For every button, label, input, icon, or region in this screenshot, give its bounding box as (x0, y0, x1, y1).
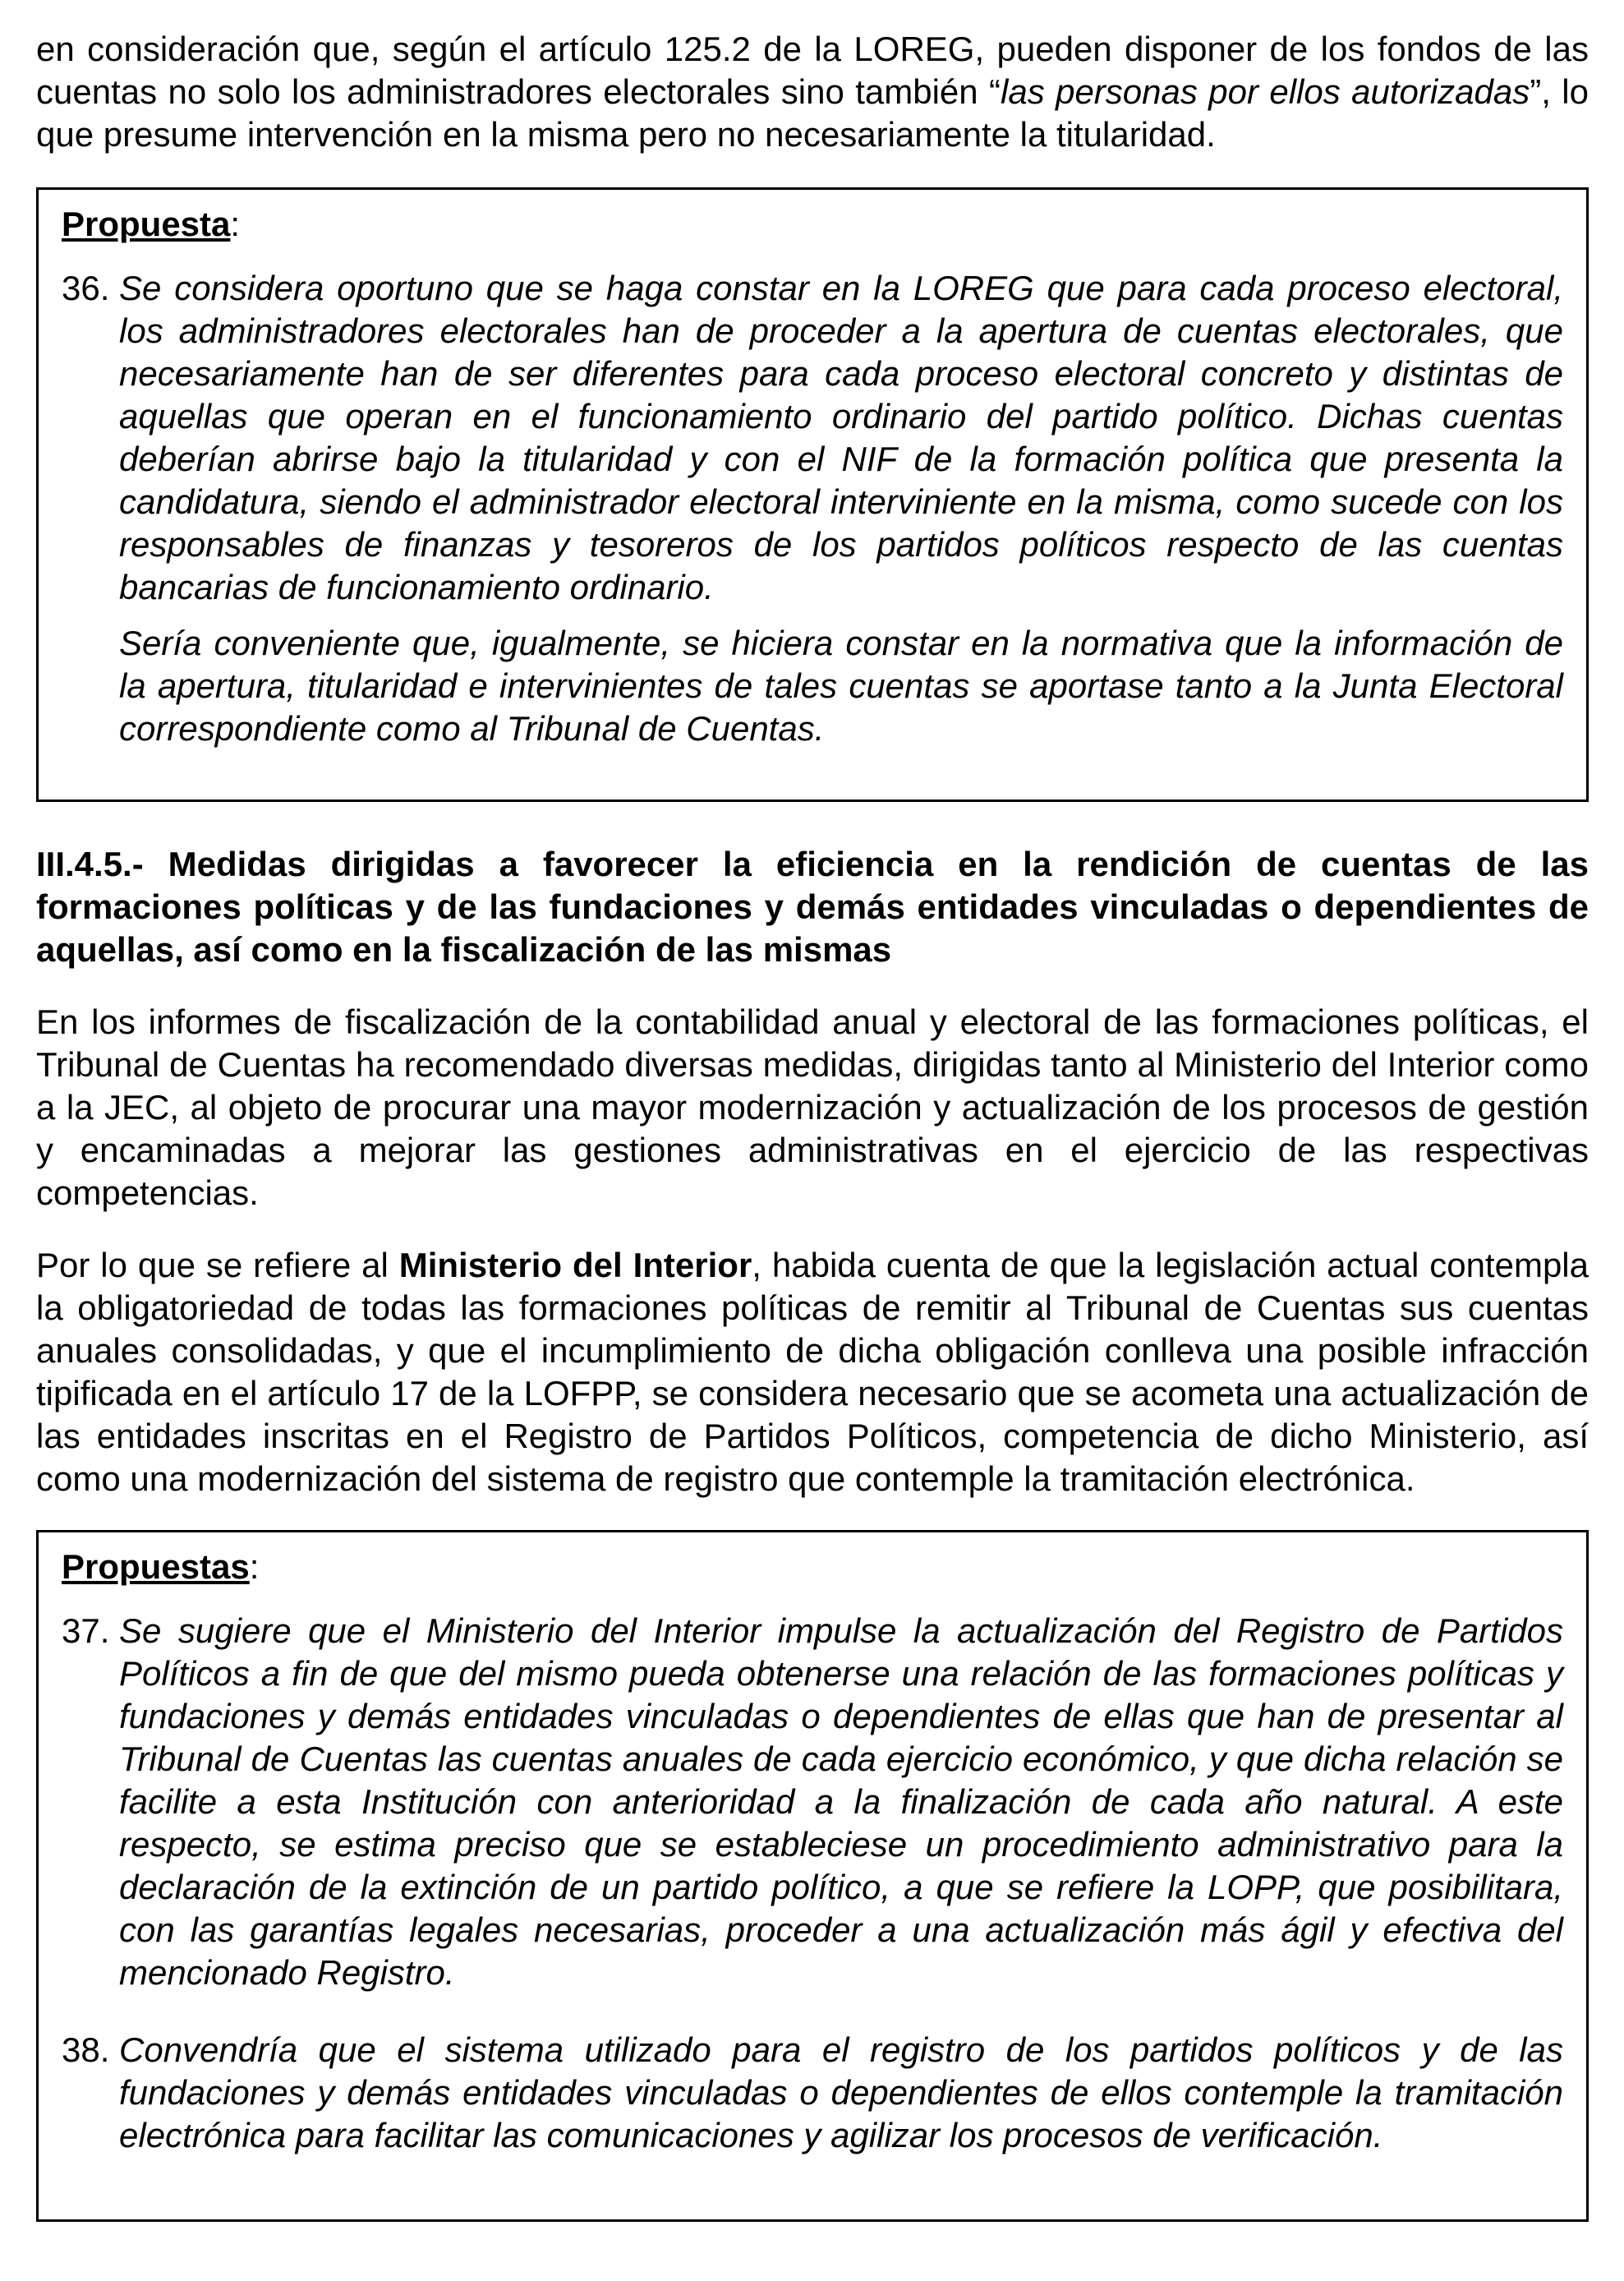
proposal-body (119, 1610, 1563, 1994)
body-paragraph: En los informes de fiscalización de la contabilidad anual y electoral de las formaciones políticas, el Tribunal de Cuentas ha recomendado diversas medidas, dirigidas tanto al Ministerio del Interior como a la JEC, al objeto de procurar una mayor modernización y actualización de los procesos de gestión y encaminadas a mejorar las gestiones administrativas en el ejercicio de las respectivas competencias. (36, 1002, 1589, 1212)
proposals-box-title (62, 1546, 1563, 1588)
proposal-paragraph: Se sugiere que el Ministerio del Interior impulse la actualización del Registro de Partidos Políticos a fin de que del mismo pueda obtenerse una relación de las formaciones políticas y fundaciones y demás entidades vinculadas o dependientes de ellas que han de presentar al Tribunal de Cuentas las cuentas anuales de cada ejercicio económico, y que dicha relación se facilite a esta Institución con anterioridad a la finalización de cada año natural. A este respecto, se estima preciso que se estableciese un procedimiento administrativo para la declaración de la extinción de un partido político, a que se refiere la LOPP, que posibilitara, con las garantías legales necesarias, proceder a una actualización más ágil y efectiva del mencionado Registro. (119, 1611, 1563, 1992)
proposal-item-37 (62, 1610, 1563, 1994)
proposals-box (36, 1530, 1589, 2222)
para2-before: Por lo que se refiere al (36, 1246, 399, 1284)
body-paragraph-interior (36, 1244, 1589, 1500)
para2-bold: Ministerio del Interior (398, 1246, 752, 1284)
intro-paragraph (36, 28, 1589, 156)
proposals-title-colon: : (249, 1547, 260, 1586)
intro-text-after-quote: ”, lo que presume intervención en la misma pero no necesariamente la titularidad. (36, 72, 1589, 154)
proposal-title-label: Propuesta (62, 205, 231, 243)
proposal-box (36, 187, 1589, 802)
proposal-paragraph: Sería conveniente que, igualmente, se hiciera constar en la normativa que la información de la apertura, titularidad e intervinientes de tales cuentas se aportase tanto a la Junta Electoral correspondiente como al Tribunal de Cuentas. (119, 624, 1563, 748)
intro-text-before-quote: en consideración que, según el artículo 125.2 de la LOREG, pueden disponer de los fondos de las cuentas no solo los administradores electorales sino también “ (36, 30, 1589, 111)
proposals-title-label: Propuestas (62, 1547, 250, 1586)
document-page (36, 28, 1589, 2222)
proposal-number: 37. (62, 1611, 110, 1650)
proposal-body (119, 267, 1563, 750)
proposal-item-38 (62, 2029, 1563, 2157)
proposal-number: 38. (62, 2030, 110, 2069)
intro-quote: las personas por ellos autorizadas (1001, 72, 1530, 111)
proposal-number: 36. (62, 269, 110, 307)
para2-after: , habida cuenta de que la legislación actual contempla la obligatoriedad de todas las formaciones políticas de remitir al Tribunal de Cuentas sus cuentas anuales consolidadas, y que el incumplimiento de dicha obligación conlleva una posible infracción tipificada en el artículo 17 de la LOFPP, se considera necesario que se acometa una actualización de las entidades inscritas en el Registro de Partidos Políticos, competencia de dicho Ministerio, así como una modernización del sistema de registro que contemple la tramitación electrónica. (36, 1246, 1589, 1498)
proposal-item-36 (62, 267, 1563, 750)
proposal-paragraph: Convendría que el sistema utilizado para el registro de los partidos políticos y de las fundaciones y demás entidades vinculadas o dependientes de ellos contemple la tramitación electrónica para facilitar las comunicaciones y agilizar los procesos de verificación. (119, 2030, 1563, 2154)
section-heading: III.4.5.- Medidas dirigidas a favorecer la eficiencia en la rendición de cuentas de las formaciones políticas y de las fundaciones y demás entidades vinculadas o dependientes de aquellas, así como en la fiscalización de las mismas (36, 845, 1589, 969)
proposal-title-colon: : (230, 205, 241, 243)
proposal-paragraph: Se considera oportuno que se haga constar en la LOREG que para cada proceso electoral, los administradores electorales han de proceder a la apertura de cuentas electorales, que necesariamente han de ser diferentes para cada proceso electoral concreto y distintas de aquellas que operan en el funcionamiento ordinario del partido político. Dichas cuentas deberían abrirse bajo la titularidad y con el NIF de la formación política que presenta la candidatura, siendo el administrador electoral interviniente en la misma, como sucede con los responsables de finanzas y tesoreros de los partidos políticos respecto de las cuentas bancarias de funcionamiento ordinario. (119, 269, 1563, 606)
proposal-body (119, 2029, 1563, 2157)
proposal-box-title (62, 203, 1563, 246)
